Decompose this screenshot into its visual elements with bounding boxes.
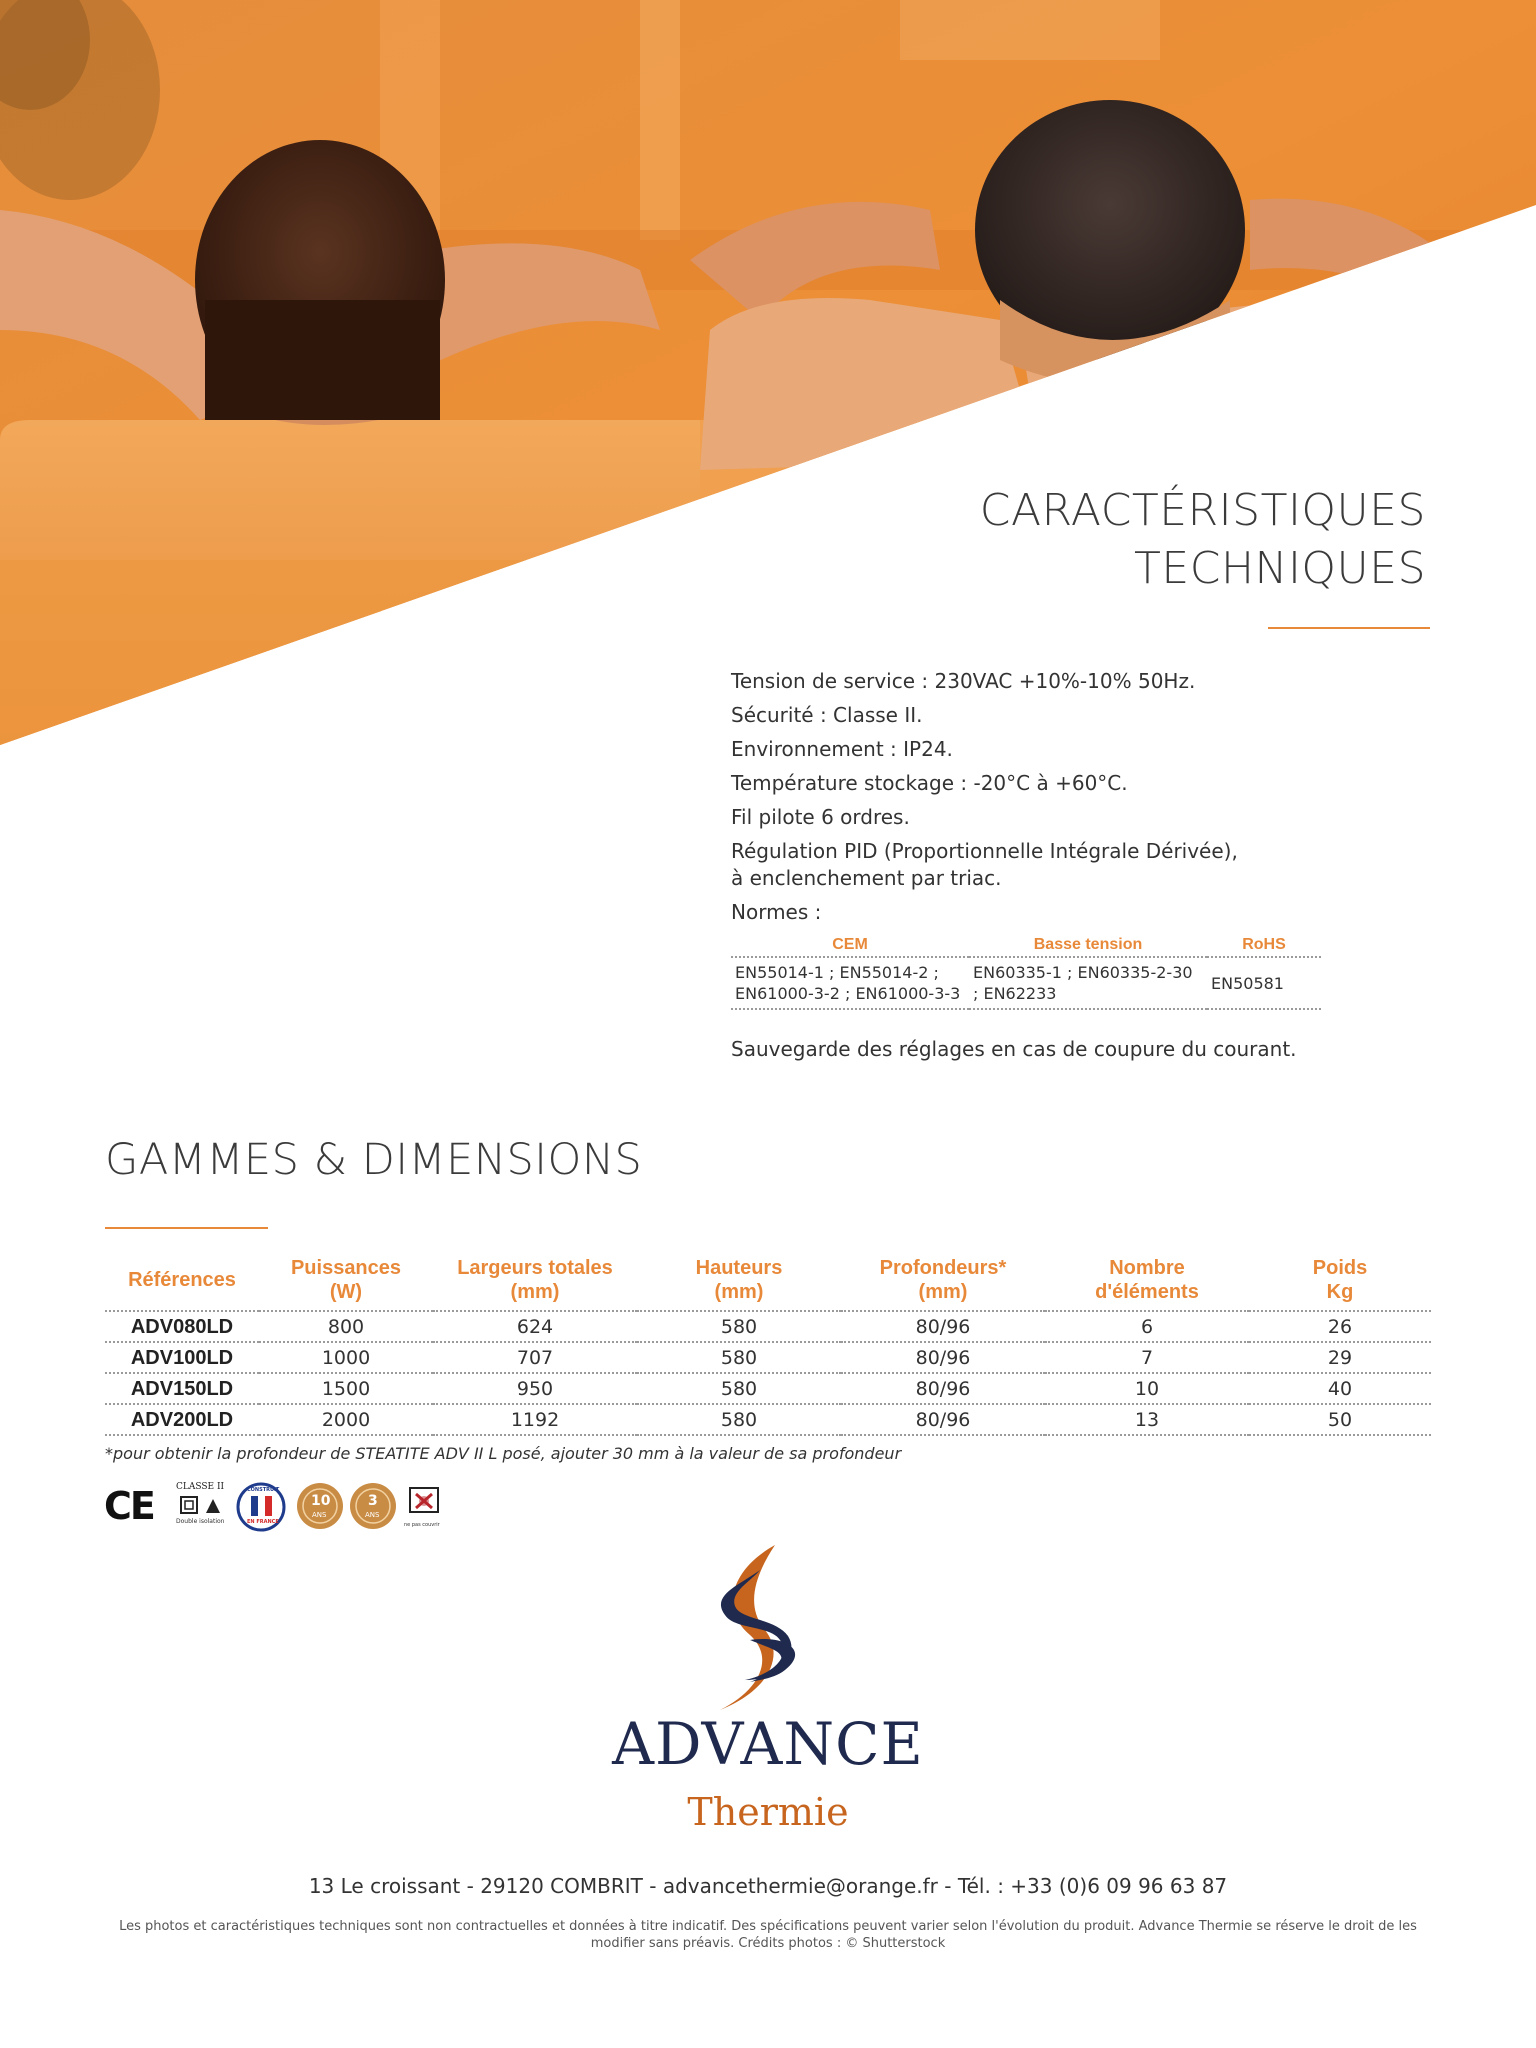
dims-header-profondeurs-l2: (mm) [918,1281,968,1303]
cell-puissance: 1000 [259,1342,433,1373]
norms-header-rohs: RoHS [1207,934,1321,957]
do-not-cover-icon [402,1484,450,1532]
cell-hauteur: 580 [637,1311,841,1342]
spec-environnement: Environnement : IP24. [731,737,953,761]
classe-ii-subtitle: Double isolation [176,1518,225,1525]
cell-profondeur: 80/96 [841,1311,1045,1342]
warranty-10-years-icon [296,1482,344,1532]
dims-header-largeurs [433,1252,637,1311]
cell-reference: ADV150LD [105,1373,259,1404]
cell-poids: 40 [1249,1373,1431,1404]
cell-hauteur: 580 [637,1342,841,1373]
spec-fil-pilote: Fil pilote 6 ordres. [731,805,910,829]
cell-largeur: 1192 [433,1404,637,1435]
dims-header-largeurs-l1: Largeurs totales [457,1257,613,1279]
dims-header-poids-l2: Kg [1326,1281,1354,1303]
dims-header-poids-l1: Poids [1312,1257,1368,1279]
classe-ii-icon [172,1482,232,1532]
table-row [105,1342,1431,1373]
dimensions-table [105,1252,1431,1436]
brand-name: ADVANCE [612,1710,924,1778]
warranty-3-number: 3 [368,1493,378,1509]
dims-header-nombre [1045,1252,1249,1311]
dims-header-poids [1249,1252,1431,1311]
spec-tension: Tension de service : 230VAC +10%-10% 50Hz. [731,669,1196,693]
cell-puissance: 2000 [259,1404,433,1435]
dims-header-hauteurs-l2: (mm) [714,1281,764,1303]
norms-bt-line1: EN60335-1 ; EN60335-2-30 [973,963,1193,982]
cell-largeur: 624 [433,1311,637,1342]
brand-subname: Thermie [687,1790,849,1834]
dims-header-references [105,1252,259,1311]
cell-elements: 6 [1045,1311,1249,1342]
cell-elements: 10 [1045,1373,1249,1404]
dims-header-nombre-l1: Nombre [1109,1257,1185,1279]
cell-poids: 26 [1249,1311,1431,1342]
cell-reference: ADV200LD [105,1404,259,1435]
dimensions-footnote: *pour obtenir la profondeur de STEATITE ADV II L posé, ajouter 30 mm à la valeur de sa profondeur [105,1444,902,1463]
dims-header-profondeurs [841,1252,1045,1311]
tech-title-underline [1268,627,1430,629]
dims-header-puissances-l1: Puissances [290,1257,402,1279]
gammes-section-title: GAMMES & DIMENSIONS [105,1135,643,1185]
norms-header-row [731,934,1321,957]
spec-sauvegarde: Sauvegarde des réglages en cas de coupure du courant. [731,1037,1297,1061]
cell-profondeur: 80/96 [841,1342,1045,1373]
cell-reference: ADV080LD [105,1311,259,1342]
cell-puissance: 800 [259,1311,433,1342]
table-row [105,1404,1431,1435]
norms-cem-cell [731,957,969,1009]
norms-cem-line2: EN61000-3-2 ; EN61000-3-3 [735,984,961,1003]
cell-profondeur: 80/96 [841,1373,1045,1404]
made-in-france-bottom: EN FRANCE [247,1519,279,1525]
norms-header-cem: CEM [731,934,969,957]
spec-securite: Sécurité : Classe II. [731,703,923,727]
contact-line: 13 Le croissant - 29120 COMBRIT - advancethermie@orange.fr - Tél. : +33 (0)6 09 96 63 87 [308,1874,1228,1898]
ce-mark-icon [104,1486,160,1526]
norms-bt-cell [969,957,1207,1009]
made-in-france-icon [236,1482,286,1532]
tech-title-line1: CARACTÉRISTIQUES [979,485,1426,536]
dims-header-largeurs-l2: (mm) [510,1281,560,1303]
warranty-3-unit: ANS [365,1511,380,1519]
do-not-cover-label: ne pas couvrir [404,1522,440,1528]
advance-swirl-icon [560,1540,980,1720]
dims-header-row [105,1252,1431,1311]
norms-bt-line2: ; EN62233 [973,984,1057,1003]
cell-elements: 7 [1045,1342,1249,1373]
tech-title-line2: TECHNIQUES [1134,543,1426,594]
spec-list [731,668,1431,933]
warranty-10-unit: ANS [312,1511,327,1519]
warranty-3-years-icon [349,1482,397,1532]
norms-rohs-cell: EN50581 [1207,957,1321,1009]
cell-largeur: 950 [433,1373,637,1404]
dims-header-puissances [259,1252,433,1311]
cell-hauteur: 580 [637,1373,841,1404]
spec-regulation-cont: à enclenchement par triac. [731,866,1002,890]
tech-section-title [980,482,1426,598]
hero-photo [0,0,1536,745]
dims-header-references-label: Références [128,1269,236,1291]
norms-cem-line1: EN55014-1 ; EN55014-2 ; [735,963,939,982]
cell-reference: ADV100LD [105,1342,259,1373]
cell-poids: 29 [1249,1342,1431,1373]
cell-hauteur: 580 [637,1404,841,1435]
cell-puissance: 1500 [259,1373,433,1404]
dims-header-hauteurs [637,1252,841,1311]
made-in-france-top: CONSTRUIT [247,1487,280,1493]
dims-header-hauteurs-l1: Hauteurs [695,1257,783,1279]
gammes-title-underline [105,1227,268,1229]
couple-relaxing-photo-icon [0,0,1536,745]
norms-header-basse-tension: Basse tension [969,934,1207,957]
table-row [105,1311,1431,1342]
norms-table [731,934,1321,1010]
spec-normes-label: Normes : [731,900,822,924]
double-insulation-icon [180,1494,224,1516]
norms-row [731,957,1321,1009]
spec-regulation: Régulation PID (Proportionnelle Intégrale Dérivée), [731,839,1238,863]
dims-header-profondeurs-l1: Profondeurs* [879,1257,1007,1279]
disclaimer-text: Les photos et caractéristiques techniques sont non contractuelles et données à titre indicatif. Des spécifications peuvent varier selon l'évolution du produit. Advance Thermie se réserve le droit de les modifier sans préavis. Crédits photos : © Shutterstock [119,1919,1417,1951]
cell-poids: 50 [1249,1404,1431,1435]
table-row [105,1373,1431,1404]
warranty-10-number: 10 [311,1493,331,1509]
cell-largeur: 707 [433,1342,637,1373]
ce-mark-label: CE [104,1484,154,1528]
classe-ii-title: CLASSE II [176,1482,225,1492]
cell-elements: 13 [1045,1404,1249,1435]
dims-header-puissances-l2: (W) [329,1281,363,1303]
dims-header-nombre-l2: d'éléments [1095,1281,1199,1303]
cell-profondeur: 80/96 [841,1404,1045,1435]
spec-temperature: Température stockage : -20°C à +60°C. [731,771,1128,795]
